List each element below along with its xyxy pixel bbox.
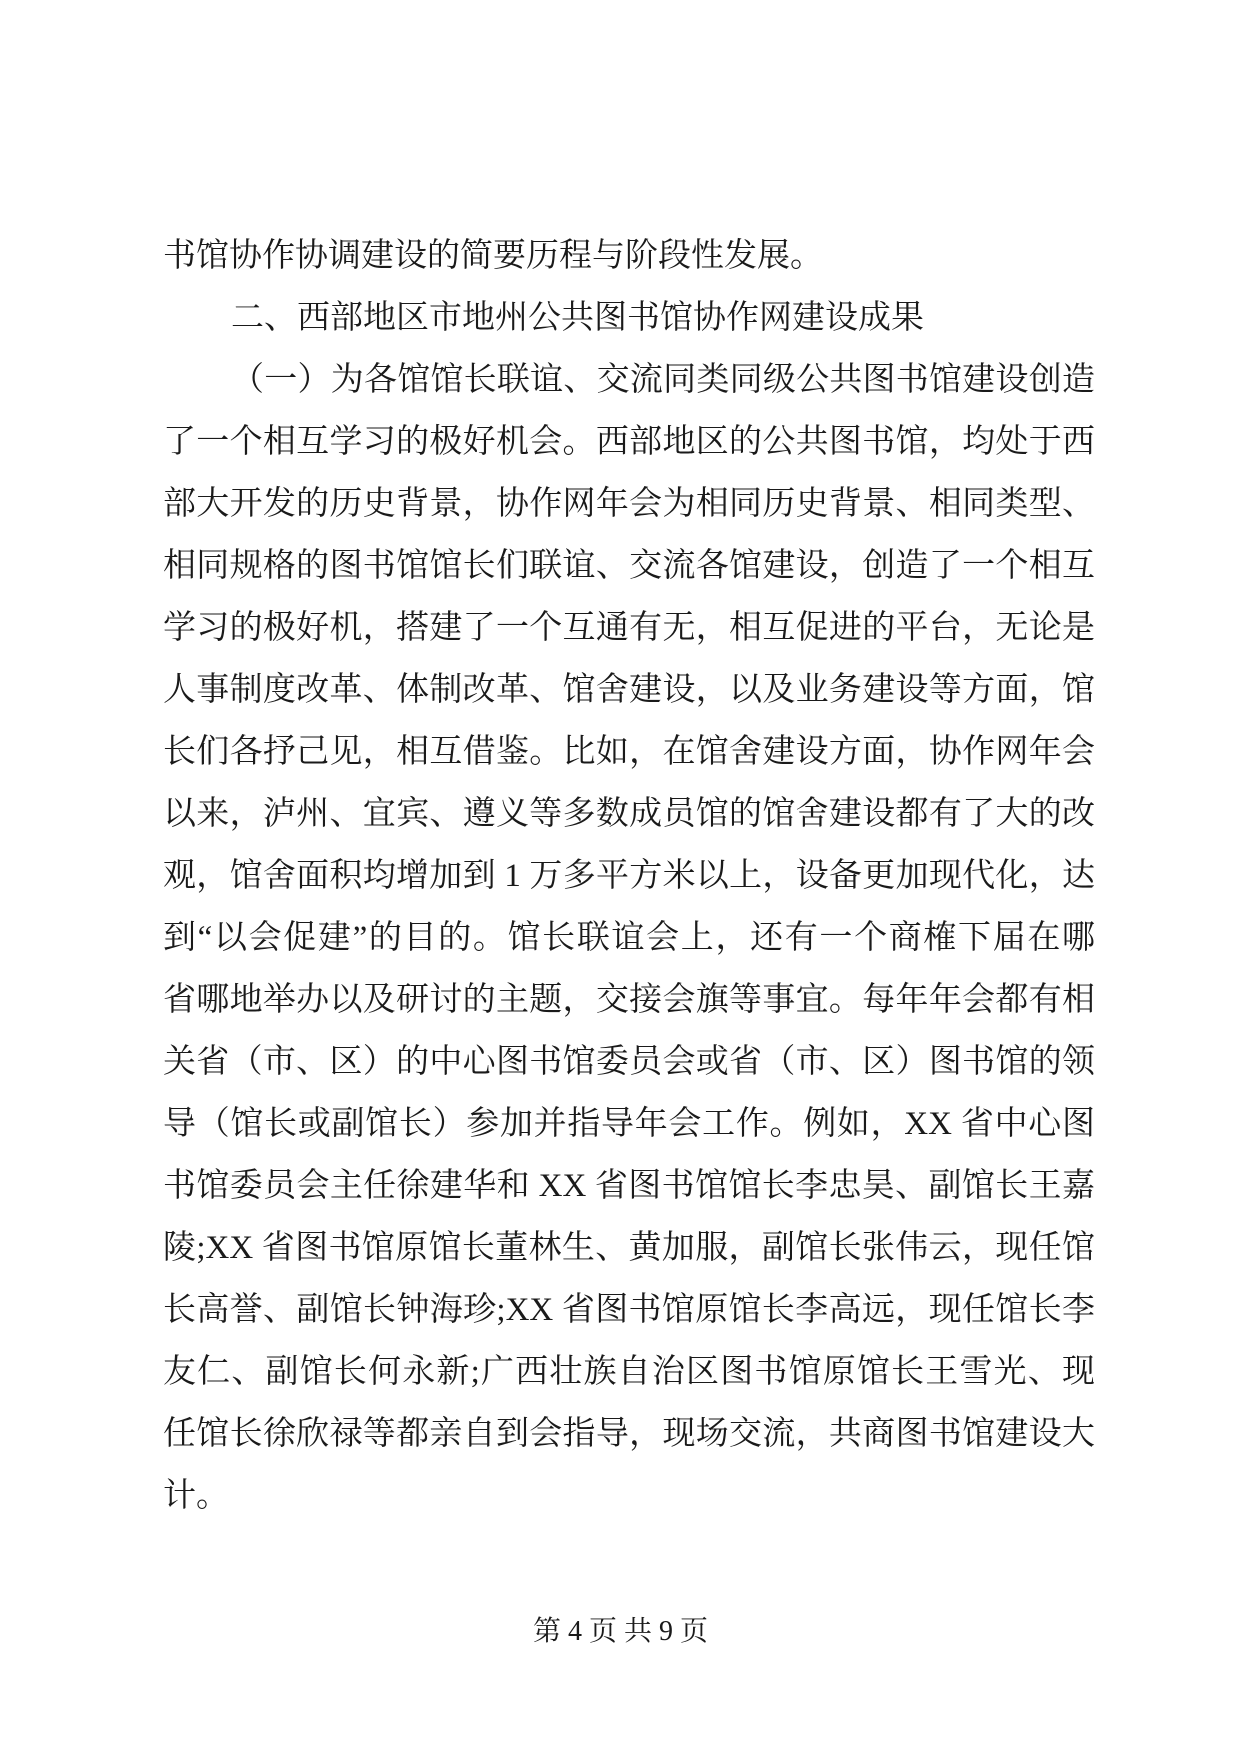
body-line: （一）为各馆馆长联谊、交流同类同级公共图书馆建设创造 — [231, 362, 1095, 398]
body-line: 书馆委员会主任徐建华和 XX 省图书馆馆长李忠昊、副馆长王嘉 — [163, 1168, 1095, 1204]
body-line: 人事制度改革、体制改革、馆舍建设，以及业务建设等方面，馆 — [163, 672, 1095, 708]
body-line: 了一个相互学习的极好机会。西部地区的公共图书馆，均处于西 — [163, 424, 1095, 460]
body-line: 关省（市、区）的中心图书馆委员会或省（市、区）图书馆的领 — [163, 1044, 1095, 1080]
body-line: 长们各抒己见，相互借鉴。比如，在馆舍建设方面，协作网年会 — [163, 734, 1095, 770]
body-line: 友仁、副馆长何永新;广西壮族自治区图书馆原馆长王雪光、现 — [163, 1354, 1095, 1390]
body-line: 学习的极好机，搭建了一个互通有无，相互促进的平台，无论是 — [163, 610, 1095, 646]
body-line: 到“以会促建”的目的。馆长联谊会上，还有一个商榷下届在哪 — [163, 920, 1095, 956]
page-footer — [0, 1612, 1241, 1652]
document-body — [163, 225, 1095, 1527]
body-line: 长高誉、副馆长钟海珍;XX 省图书馆原馆长李高远，现任馆长李 — [163, 1292, 1095, 1328]
body-line: 以来，泸州、宜宾、遵义等多数成员馆的馆舍建设都有了大的改 — [163, 796, 1095, 832]
body-line: 陵;XX 省图书馆原馆长董林生、黄加服，副馆长张伟云，现任馆 — [163, 1230, 1095, 1266]
body-line: 相同规格的图书馆馆长们联谊、交流各馆建设，创造了一个相互 — [163, 548, 1095, 584]
body-line: 观，馆舍面积均增加到 1 万多平方米以上，设备更加现代化，达 — [163, 858, 1095, 894]
body-line: 部大开发的历史背景，协作网年会为相同历史背景、相同类型、 — [163, 486, 1095, 522]
body-line: 导（馆长或副馆长）参加并指导年会工作。例如，XX 省中心图 — [163, 1106, 1095, 1142]
body-line: 书馆协作协调建设的简要历程与阶段性发展。 — [163, 238, 823, 274]
body-line: 省哪地举办以及研讨的主题，交接会旗等事宜。每年年会都有相 — [163, 982, 1095, 1018]
section-heading: 二、西部地区市地州公共图书馆协作网建设成果 — [231, 300, 924, 336]
body-line: 任馆长徐欣禄等都亲自到会指导，现场交流，共商图书馆建设大 — [163, 1416, 1095, 1452]
page-number-indicator: 第 4 页 共 9 页 — [532, 1616, 708, 1647]
body-line: 计。 — [163, 1478, 229, 1514]
